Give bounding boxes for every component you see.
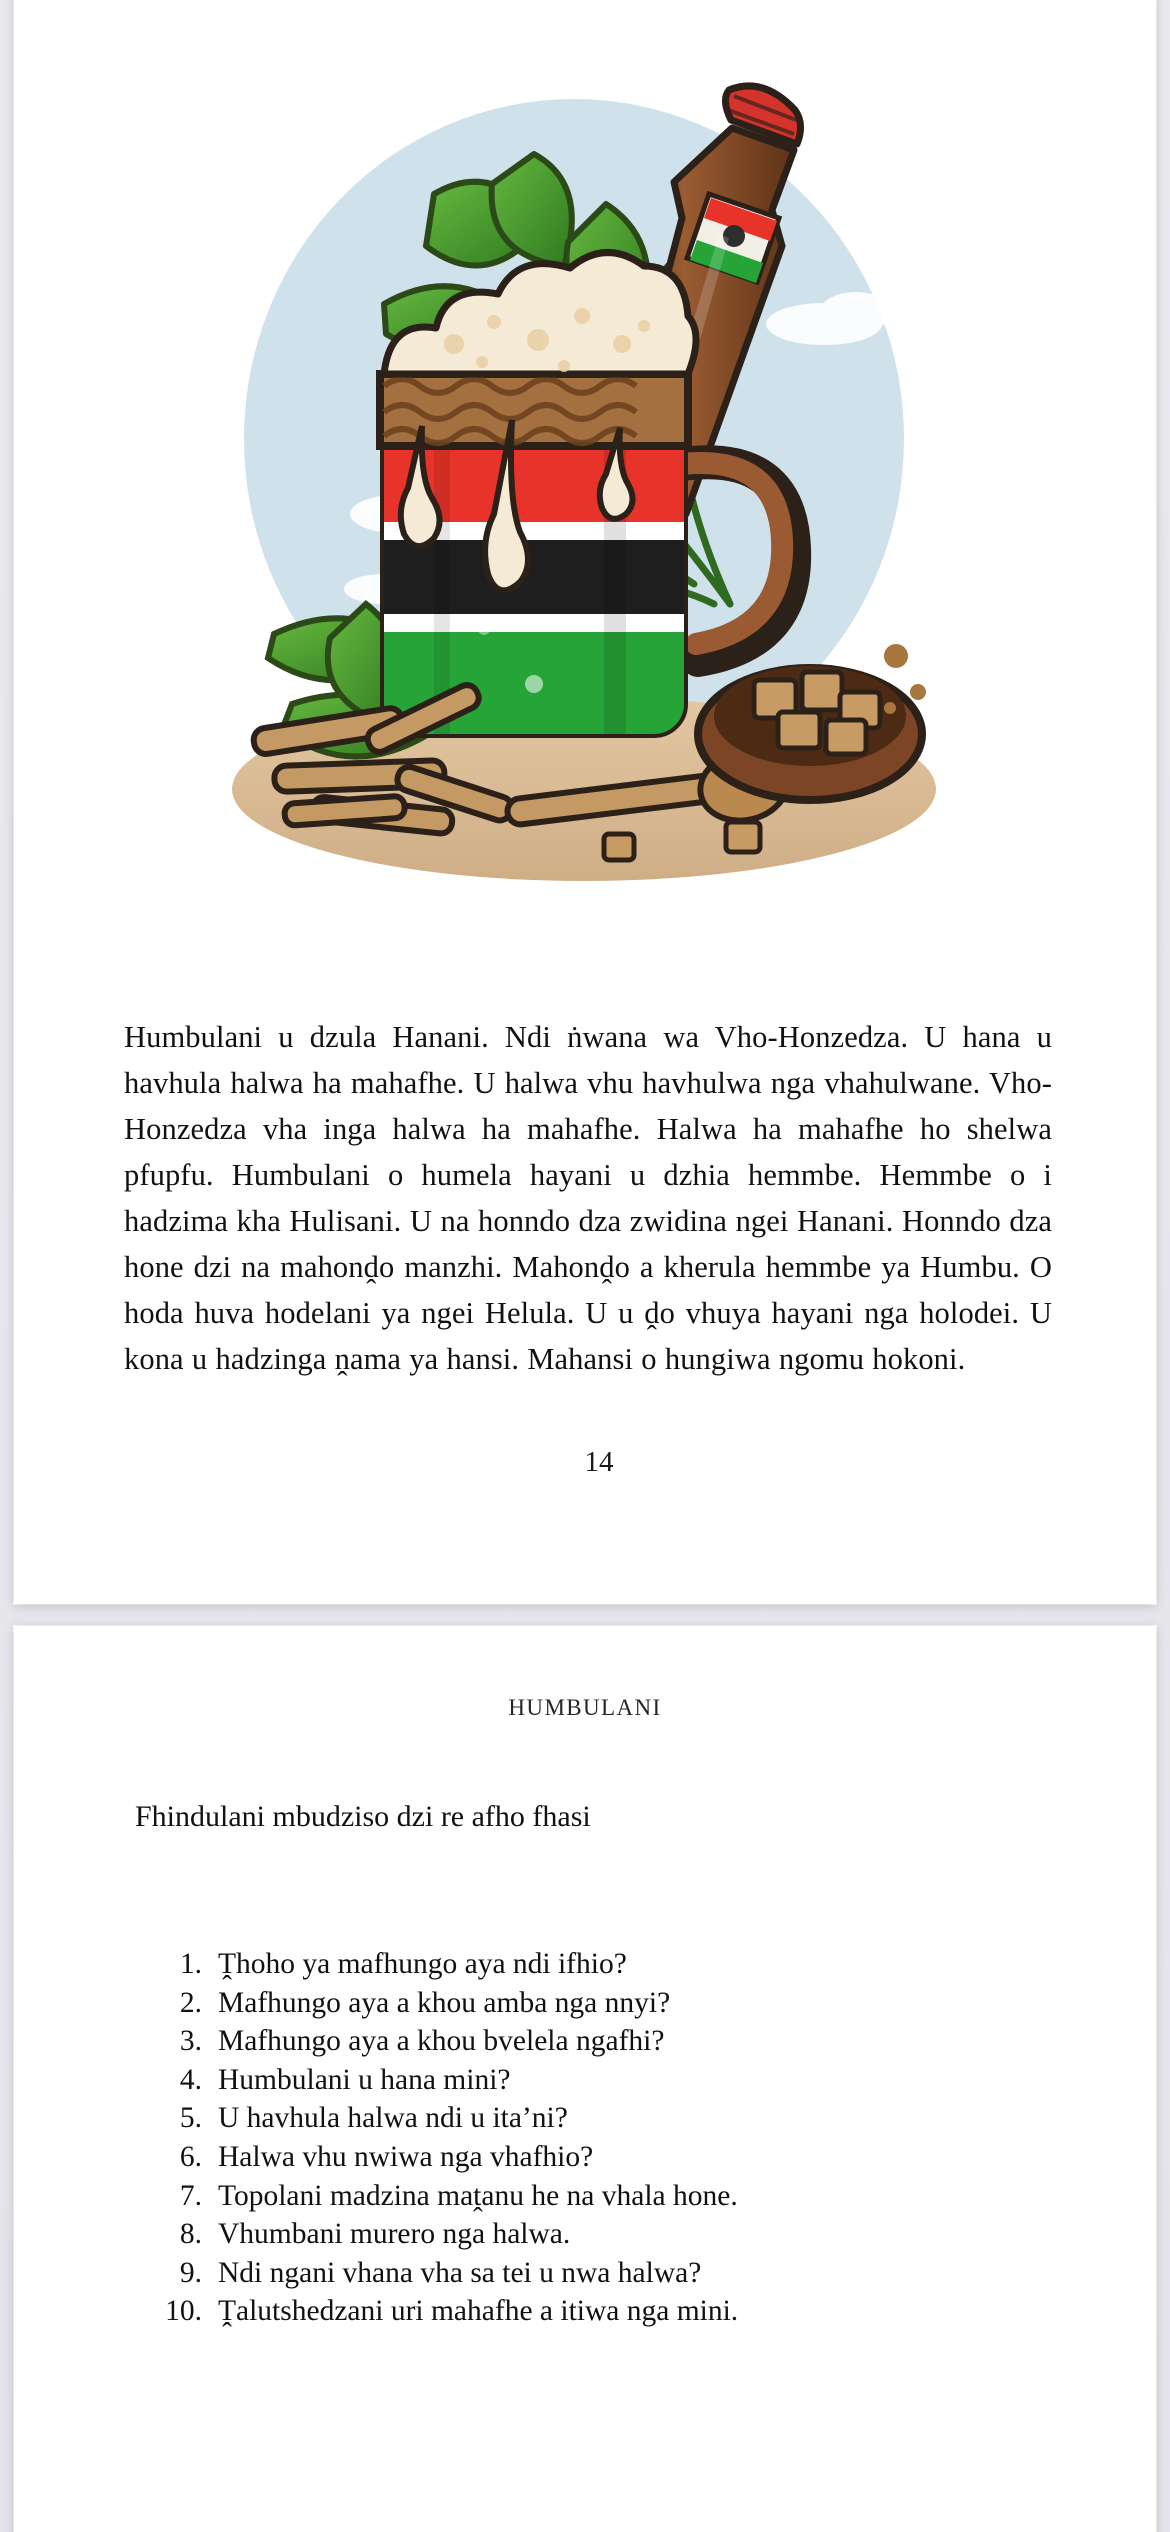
- question-text: Humbulani u hana mini?: [218, 2063, 511, 2096]
- list-item: [150, 1945, 1050, 1984]
- question-number: 6.: [179, 2140, 202, 2173]
- question-text: Vhumbani murero nga halwa.: [218, 2218, 571, 2251]
- question-text: Ṱhoho ya mafhungo aya ndi ifhio?: [218, 1948, 627, 1980]
- list-item: [150, 2022, 1050, 2061]
- question-number: 4.: [179, 2063, 202, 2096]
- question-number: 7.: [179, 2179, 202, 2212]
- question-text: U havhula halwa ndi u ita’ni?: [218, 2102, 568, 2135]
- story-paragraph: Humbulani u dzula Hanani. Ndi ṅwana wa Vho-Honzedza. U hana u havhula halwa ha mahafhe. U halwa vhu havhulwa nga vhahulwane. Vho-Honzedza vha inga halwa ha mahafhe. Halwa ha mahafhe ho shelwa pfupfu. Humbulani o humela hayani u dzhia hemmbe. Hemmbe o i hadzima kha Hulisani. U na honndo dza zwidina ngei Hanani. Honndo dza hone dzi na mahonḓo manzhi. Mahonḓo a kherula hemmbe ya Humbu. O hoda huva hodelani ya ngei Helula. U u ḓo vhuya hayani nga holodei. U kona u hadzinga ṋama ya hansi. Mahansi o hungiwa ngomu hokoni.: [124, 1020, 1052, 1376]
- question-number: 1.: [179, 1948, 202, 1980]
- list-item: [150, 2177, 1050, 2216]
- question-number: 10.: [165, 2295, 202, 2328]
- question-number: 8.: [179, 2218, 202, 2251]
- question-number: 3.: [179, 2025, 202, 2058]
- list-item: [150, 1984, 1050, 2023]
- mug-body: [379, 374, 691, 744]
- document-page-14: [14, 0, 1156, 1604]
- question-list: [150, 1945, 1050, 2331]
- page-number: 14: [584, 1446, 614, 1478]
- question-number: 9.: [179, 2256, 202, 2289]
- list-item: [150, 2099, 1050, 2138]
- question-text: Ṱalutshedzani uri mahafhe a itiwa nga mini.: [218, 2295, 739, 2328]
- question-text: Halwa vhu nwiwa nga vhafhio?: [218, 2140, 594, 2173]
- question-text: Mafhungo aya a khou amba nga nnyi?: [218, 1986, 671, 2019]
- question-text: Mafhungo aya a khou bvelela ngafhi?: [218, 2025, 665, 2058]
- list-item: [150, 2292, 1050, 2331]
- traditional-beer-mug-illustration: [134, 44, 1034, 944]
- running-head: HUMBULANI: [508, 1695, 662, 1720]
- list-item: [150, 2138, 1050, 2177]
- question-text: Topolani madzina maṱanu he na vhala hone.: [218, 2179, 738, 2212]
- list-item: [150, 2254, 1050, 2293]
- list-item: [150, 2061, 1050, 2100]
- instruction-line: Fhindulani mbudziso dzi re afho fhasi: [135, 1800, 591, 1833]
- question-number: 5.: [179, 2102, 202, 2135]
- question-number: 2.: [179, 1986, 202, 2019]
- question-text: Ndi ngani vhana vha sa tei u nwa halwa?: [218, 2256, 702, 2289]
- illustration-svg: [134, 44, 1034, 944]
- list-item: [150, 2215, 1050, 2254]
- mug-rope-binding: [380, 374, 688, 446]
